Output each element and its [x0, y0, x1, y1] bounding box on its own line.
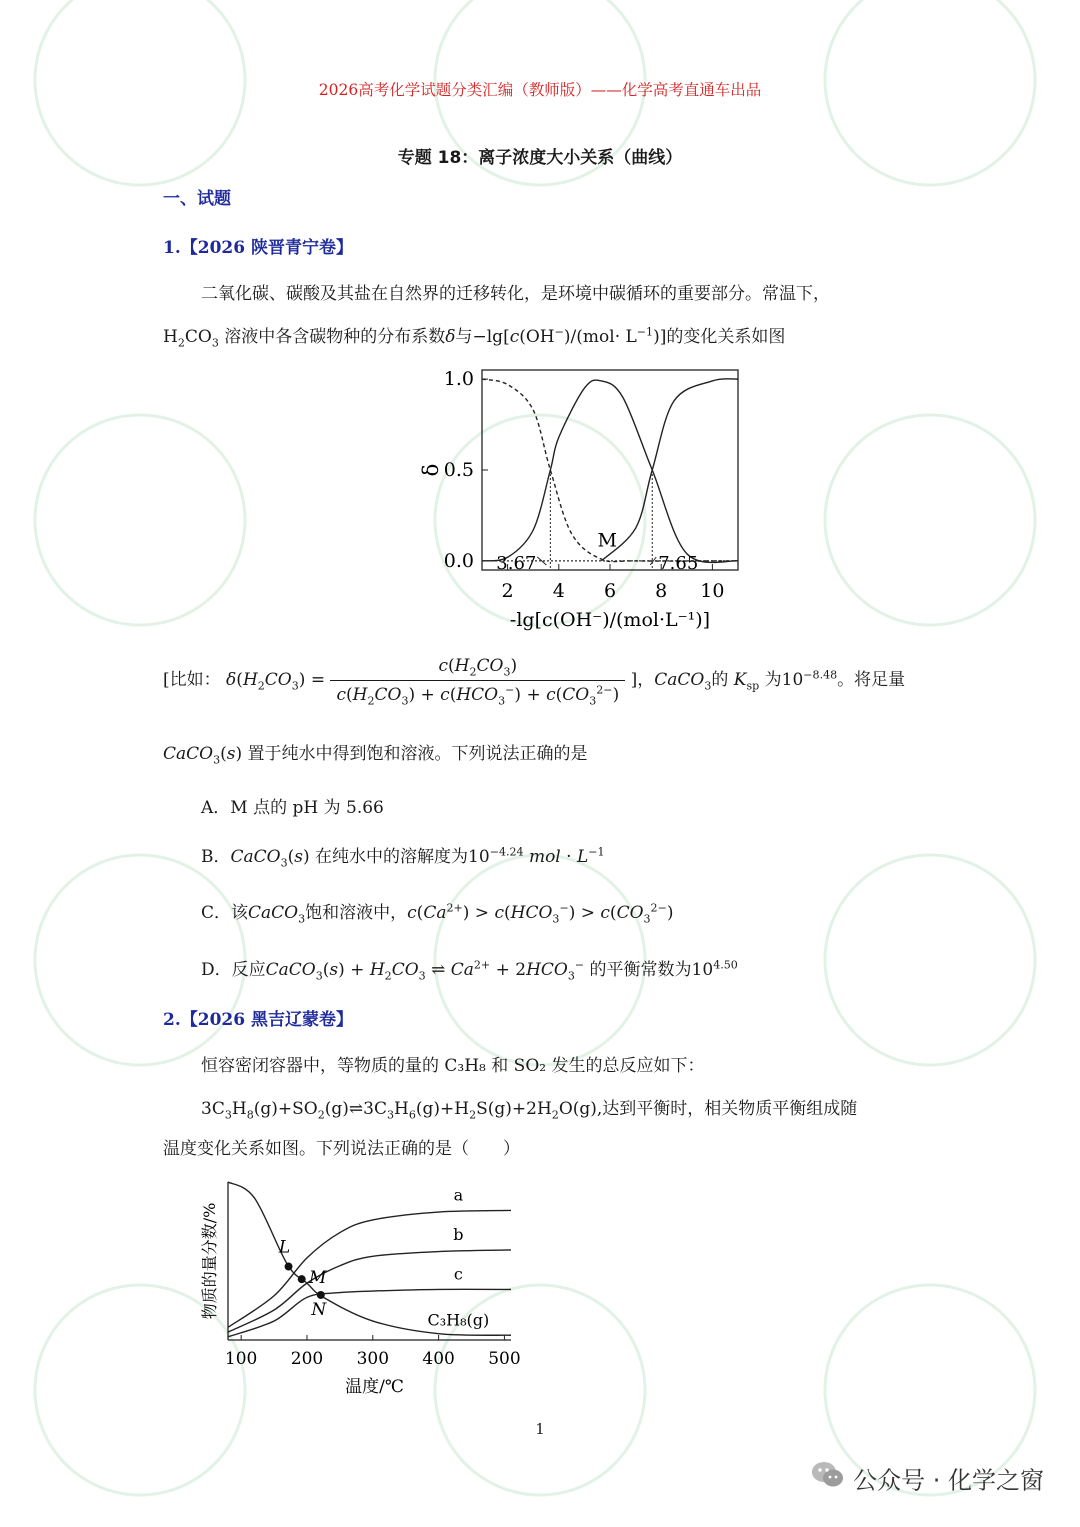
page-number: 1	[535, 1420, 545, 1438]
y-tick-label: 1.0	[443, 368, 474, 391]
crossing-label: 7.65	[658, 553, 699, 574]
x-axis-label: 温度/℃	[345, 1377, 404, 1397]
option-d: D．反应CaCO$_3$(s) + $H_2CO_3$ ⇌ $Ca^{2+} + 2HCO_3^-$ 的平衡常数为$10^{4.50}$	[201, 958, 738, 983]
question-2-heading: 2.【2026 黑吉辽蒙卷】	[163, 1010, 353, 1030]
intersection-label: L	[278, 1237, 291, 1258]
x-tick-label: 2	[501, 580, 514, 602]
x-tick-label: 200	[290, 1349, 324, 1369]
question-1-line-3: [比如： $\delta(H_2CO_3)$ = $\frac{c(H_2CO_3)}{c(H_2CO_3) + c(HCO_3^-) + c(CO_3^{2-})}$ ]，CaCO$_3$的 $K_{sp}$ 为$10^{-8.48}$。将足量	[163, 656, 906, 708]
option-b: B．CaCO$_3$(s) 在纯水中的溶解度为$10^{-4.24}$ mol · $L^{-1}$	[201, 845, 605, 870]
crossing-leader	[537, 557, 546, 565]
x-tick-label: 6	[603, 580, 617, 602]
question-1-line-2: $H_2CO_3$ 溶液中各含碳物种的分布系数δ与$-\lg[c(OH^-)/(mol\cdot L^{-1})]$的变化关系如图	[163, 325, 786, 350]
intersection-label: M	[309, 1268, 327, 1289]
chart-distribution-coefficient	[400, 360, 760, 635]
x-tick-label: 10	[700, 580, 725, 602]
intersection-label: N	[311, 1299, 327, 1320]
y-axis-label: 物质的量分数/%	[200, 1202, 219, 1320]
x-tick-label: 500	[488, 1349, 521, 1369]
question-2-line-1: 恒容密闭容器中，等物质的量的 C₃H₈ 和 SO₂ 发生的总反应如下：	[201, 1056, 705, 1076]
series-label: a	[453, 1185, 464, 1205]
intersection-point-n	[317, 1291, 325, 1299]
section-title: 一、试题	[163, 189, 231, 209]
x-tick-label: 300	[356, 1349, 390, 1369]
wechat-icon	[811, 1460, 845, 1496]
option-c: C．该CaCO$_3$饱和溶液中，$c(Ca^{2+}) > c(HCO_3^-) > c(CO_3^{2-})$	[201, 901, 674, 926]
question-2-line-3: 温度变化关系如图。下列说法正确的是（ ）	[163, 1139, 520, 1159]
question-1-heading: 1.【2026 陕晋青宁卷】	[163, 238, 353, 258]
intersection-point-l	[285, 1263, 293, 1271]
y-axis-label: δ	[419, 463, 443, 477]
chart-mole-fraction-temperature	[195, 1170, 535, 1405]
footer-account: 公众号 · 化学之窗	[811, 1460, 1044, 1496]
y-tick-label: 0.5	[443, 459, 474, 481]
y-tick-label: 0.0	[443, 549, 474, 572]
topic-title: 专题 18：离子浓度大小关系（曲线）	[397, 148, 683, 168]
series-label: c	[453, 1264, 463, 1284]
x-axis-label: -lg[c(OH⁻)/(mol·L⁻¹)]	[509, 609, 711, 631]
document-header: 2026高考化学试题分类汇编（教师版）——化学高考直通车出品	[318, 81, 762, 99]
question-1-line-4: CaCO$_3$(s) 置于纯水中得到饱和溶液。下列说法正确的是	[163, 744, 588, 767]
x-tick-label: 4	[552, 580, 565, 602]
x-tick-label: 8	[655, 580, 668, 602]
series-line-2	[601, 379, 738, 561]
question-1-line-1: 二氧化碳、碳酸及其盐在自然界的迁移转化，是环境中碳循环的重要部分。常温下，	[201, 284, 830, 304]
intersection-point-m	[298, 1275, 306, 1283]
x-tick-label: 400	[422, 1349, 455, 1369]
crossing-label: 3.67	[496, 553, 537, 574]
option-a: A．M 点的 pH 为 5.66	[201, 798, 384, 818]
series-label: C₃H₈(g)	[427, 1310, 490, 1330]
point-label-m: M	[597, 529, 618, 552]
series-label: b	[453, 1224, 464, 1244]
x-tick-label: 100	[224, 1349, 258, 1369]
question-2-line-2: $3C_3H_8(g)+SO_2(g)\rightleftharpoons 3C_3H_6(g)+H_2S(g)+2H_2O(g)$,达到平衡时，相关物质平衡组成随	[201, 1099, 858, 1122]
delta-fraction: $\frac{c(H_2CO_3)}{c(H_2CO_3) + c(HCO_3^-) + c(CO_3^{2-})}$	[330, 656, 625, 705]
